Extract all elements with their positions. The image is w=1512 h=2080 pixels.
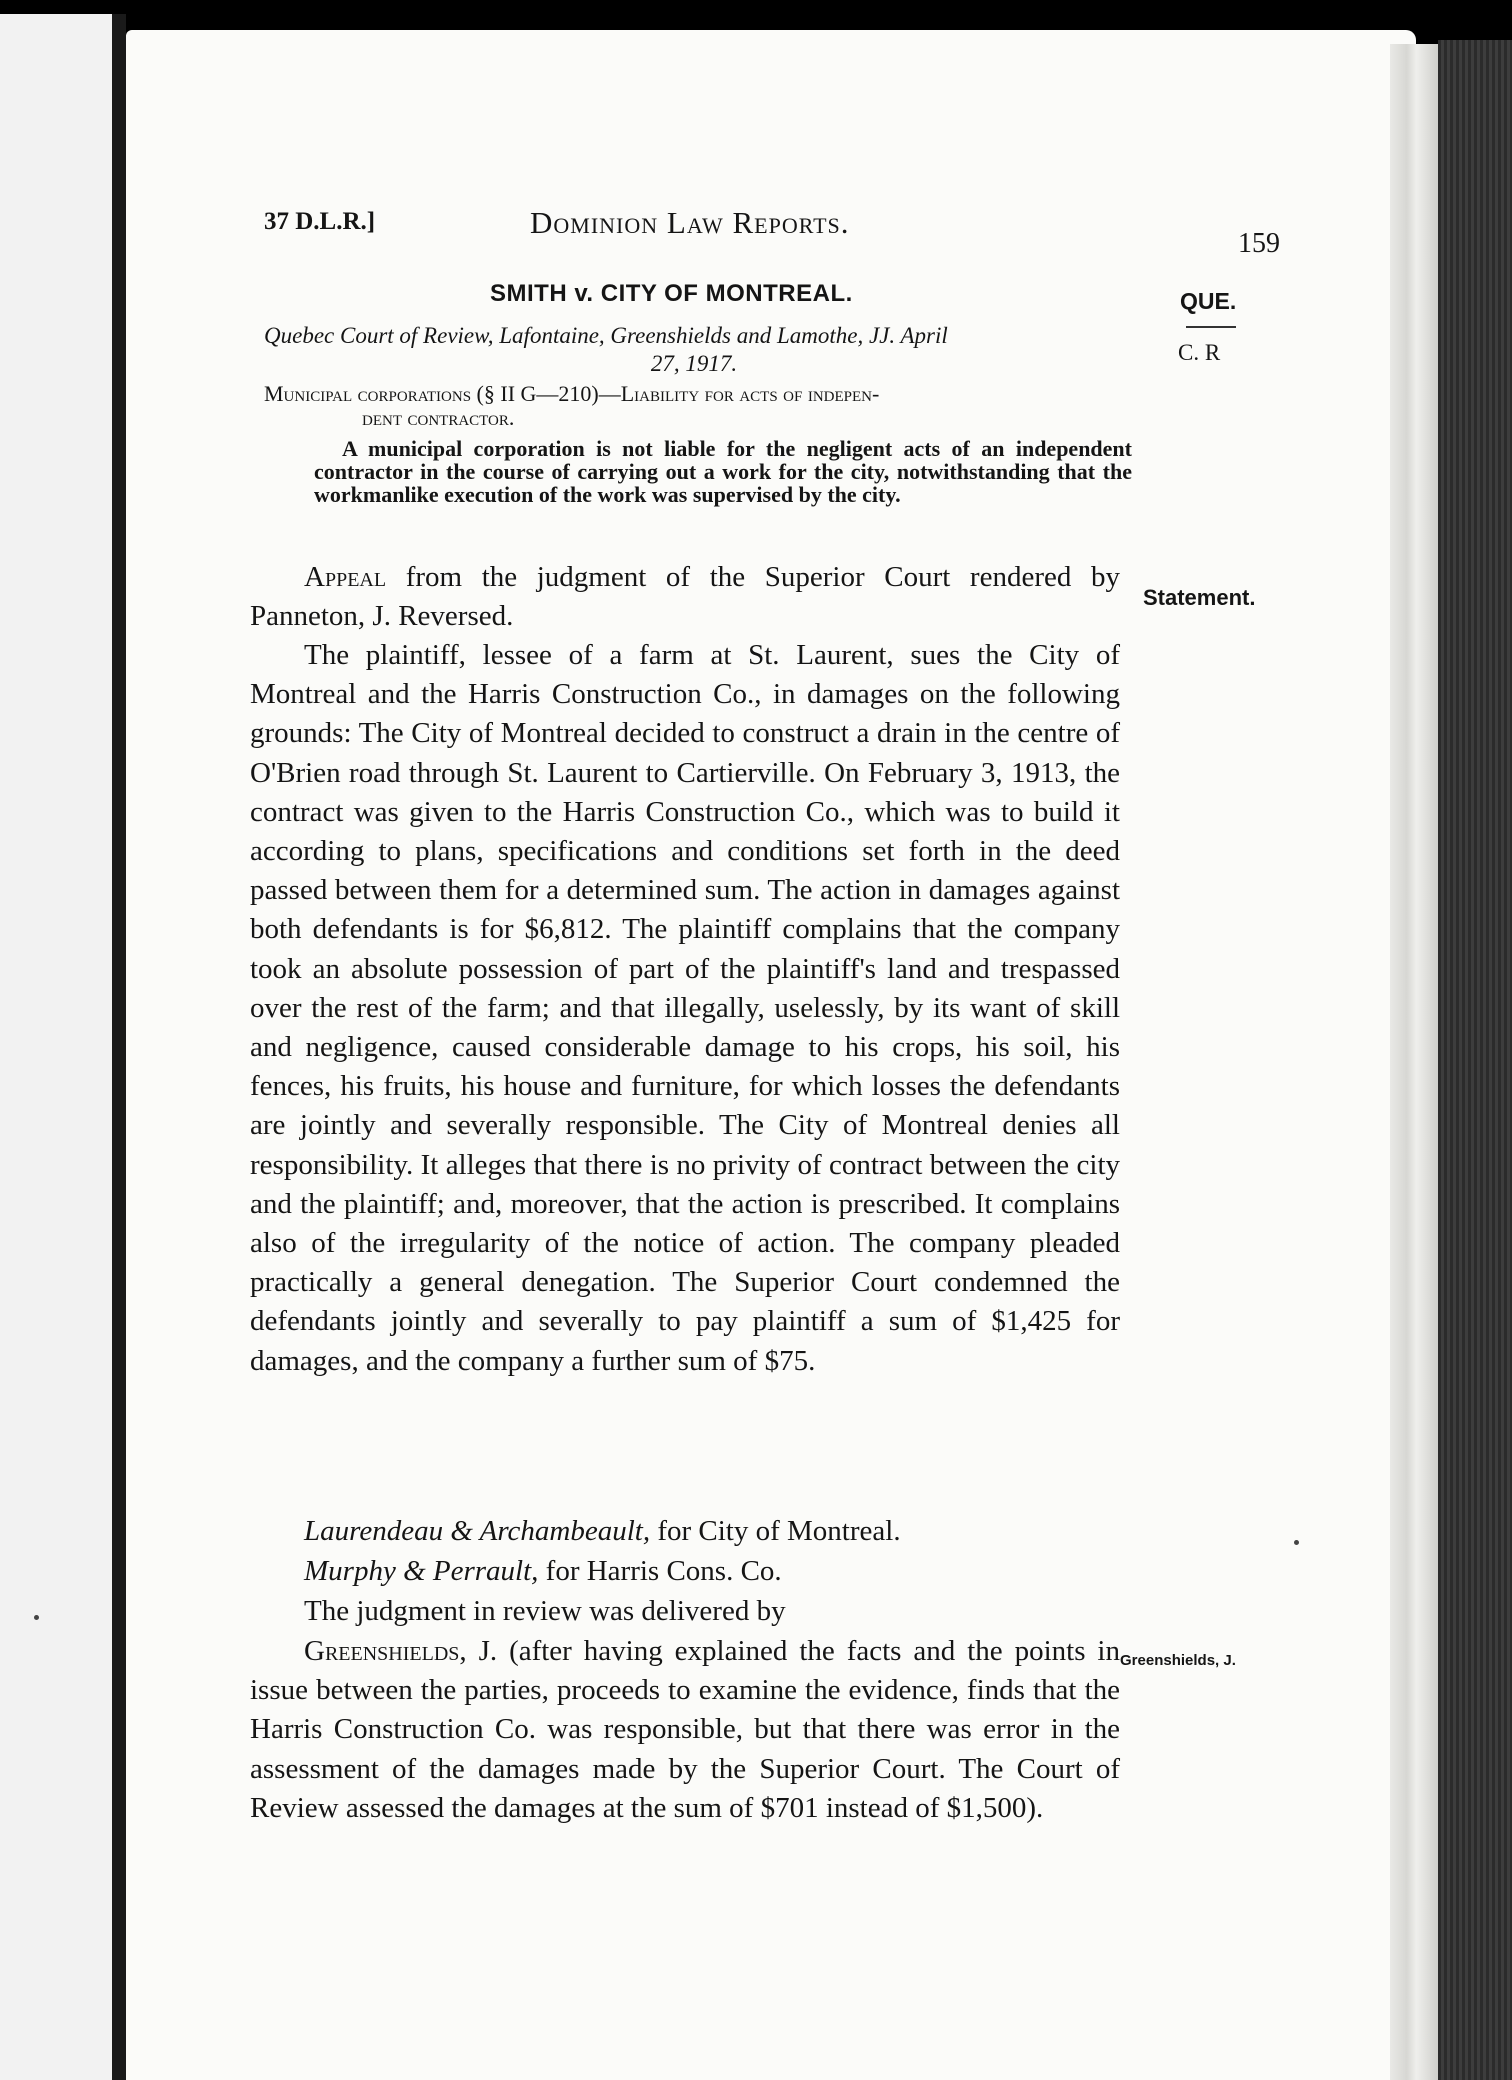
margin-note-judge: Greenshields, J. [1120, 1652, 1236, 1669]
paragraph-lead: Appeal [304, 561, 387, 593]
case-title: SMITH v. CITY OF MONTREAL. [490, 280, 853, 307]
counsel-city [250, 1512, 1120, 1551]
running-head-volume: 37 D.L.R.] [264, 208, 376, 235]
margin-divider [1186, 326, 1236, 328]
paragraph-appeal [250, 558, 1120, 636]
stray-mark [1294, 1540, 1299, 1545]
counsel-role: for Harris Cons. Co. [538, 1555, 782, 1587]
court-line-text: Quebec Court of Review, Lafontaine, Greenshields and Lamothe, JJ. April [264, 323, 948, 348]
facing-page-edge [0, 14, 118, 2080]
counsel-name: Murphy & Perrault, [304, 1555, 539, 1587]
paragraph-text: , J. (after having explained the facts and the points in issue between the parties, proceeds to examine the evidence, finds that the Harris Construction Co. was responsible, but that there was error in the assessment of the damages made by the Superior Court. The Court of Review assessed the damages at the sum of $701 instead of $1,500). [250, 1635, 1120, 1824]
headnote-heading [264, 382, 1124, 430]
court-line-date: 27, 1917. [650, 351, 738, 376]
paragraph-text: from the judgment of the Superior Court rendered by Panneton, J. Reversed. [250, 561, 1120, 633]
headnote-text [314, 437, 1132, 506]
binding-gutter [112, 14, 126, 2080]
court-line [264, 322, 1124, 378]
margin-note-statement: Statement. [1143, 585, 1256, 610]
counsel-role: for City of Montreal. [650, 1515, 901, 1547]
page-stack-edge [1390, 44, 1438, 2080]
page-number: 159 [1238, 228, 1280, 259]
counsel-company [250, 1552, 1120, 1591]
margin-court: C. R [1178, 340, 1221, 365]
judgment-intro [250, 1592, 1120, 1631]
headnote-heading-text: Municipal corporations (§ II G—210)—Liability for acts of indepen- [264, 381, 880, 406]
paragraph-judgment [250, 1632, 1120, 1828]
paragraph-text: The judgment in review was delivered by [304, 1595, 786, 1627]
margin-province: QUE. [1180, 288, 1237, 314]
paragraph-text: The plaintiff, lessee of a farm at St. Laurent, sues the City of Montreal and the Harris Construction Co., in damages on the following grounds: The City of Montreal decided to construct a drain in the centre of O'Brien road through St. Laurent to Cartierville. On February 3, 1913, the contract was given to the Harris Construction Co., which was to build it according to plans, specifications and conditions set forth in the deed passed between them for a determined sum. The action in damages against both defendants is for $6,812. The plaintiff complains that the company took an absolute possession of part of the plaintiff's land and trespassed over the rest of the farm; and that illegally, uselessly, by its want of skill and negligence, caused considerable damage to his crops, his soil, his fences, his fruits, his house and furniture, for which losses the defendants are jointly and severally responsible. The City of Montreal denies all responsibility. It alleges that there is no privity of contract between the city and the plaintiff; and, moreover, that the action is prescribed. It complains also of the irregularity of the notice of action. The company pleaded practically a general denegation. The Superior Court condemned the defendants jointly and severally to pay plaintiff a sum of $1,425 for damages, and the company a further sum of $75. [250, 639, 1120, 1377]
counsel-name: Laurendeau & Archambeault, [304, 1515, 651, 1547]
judge-name: Greenshields [304, 1635, 460, 1667]
headnote-heading-cont: dent contractor. [362, 405, 515, 430]
book-fore-edge [1438, 40, 1512, 2080]
paragraph-facts [250, 636, 1120, 1381]
running-head-reporter: Dominion Law Reports. [530, 205, 850, 240]
stray-mark [34, 1615, 39, 1620]
headnote-body: A municipal corporation is not liable for the negligent acts of an independent contractor in the course of carrying out a work for the city, notwithstanding that the workmanlike execution of the work was supervised by the city. [314, 436, 1132, 507]
